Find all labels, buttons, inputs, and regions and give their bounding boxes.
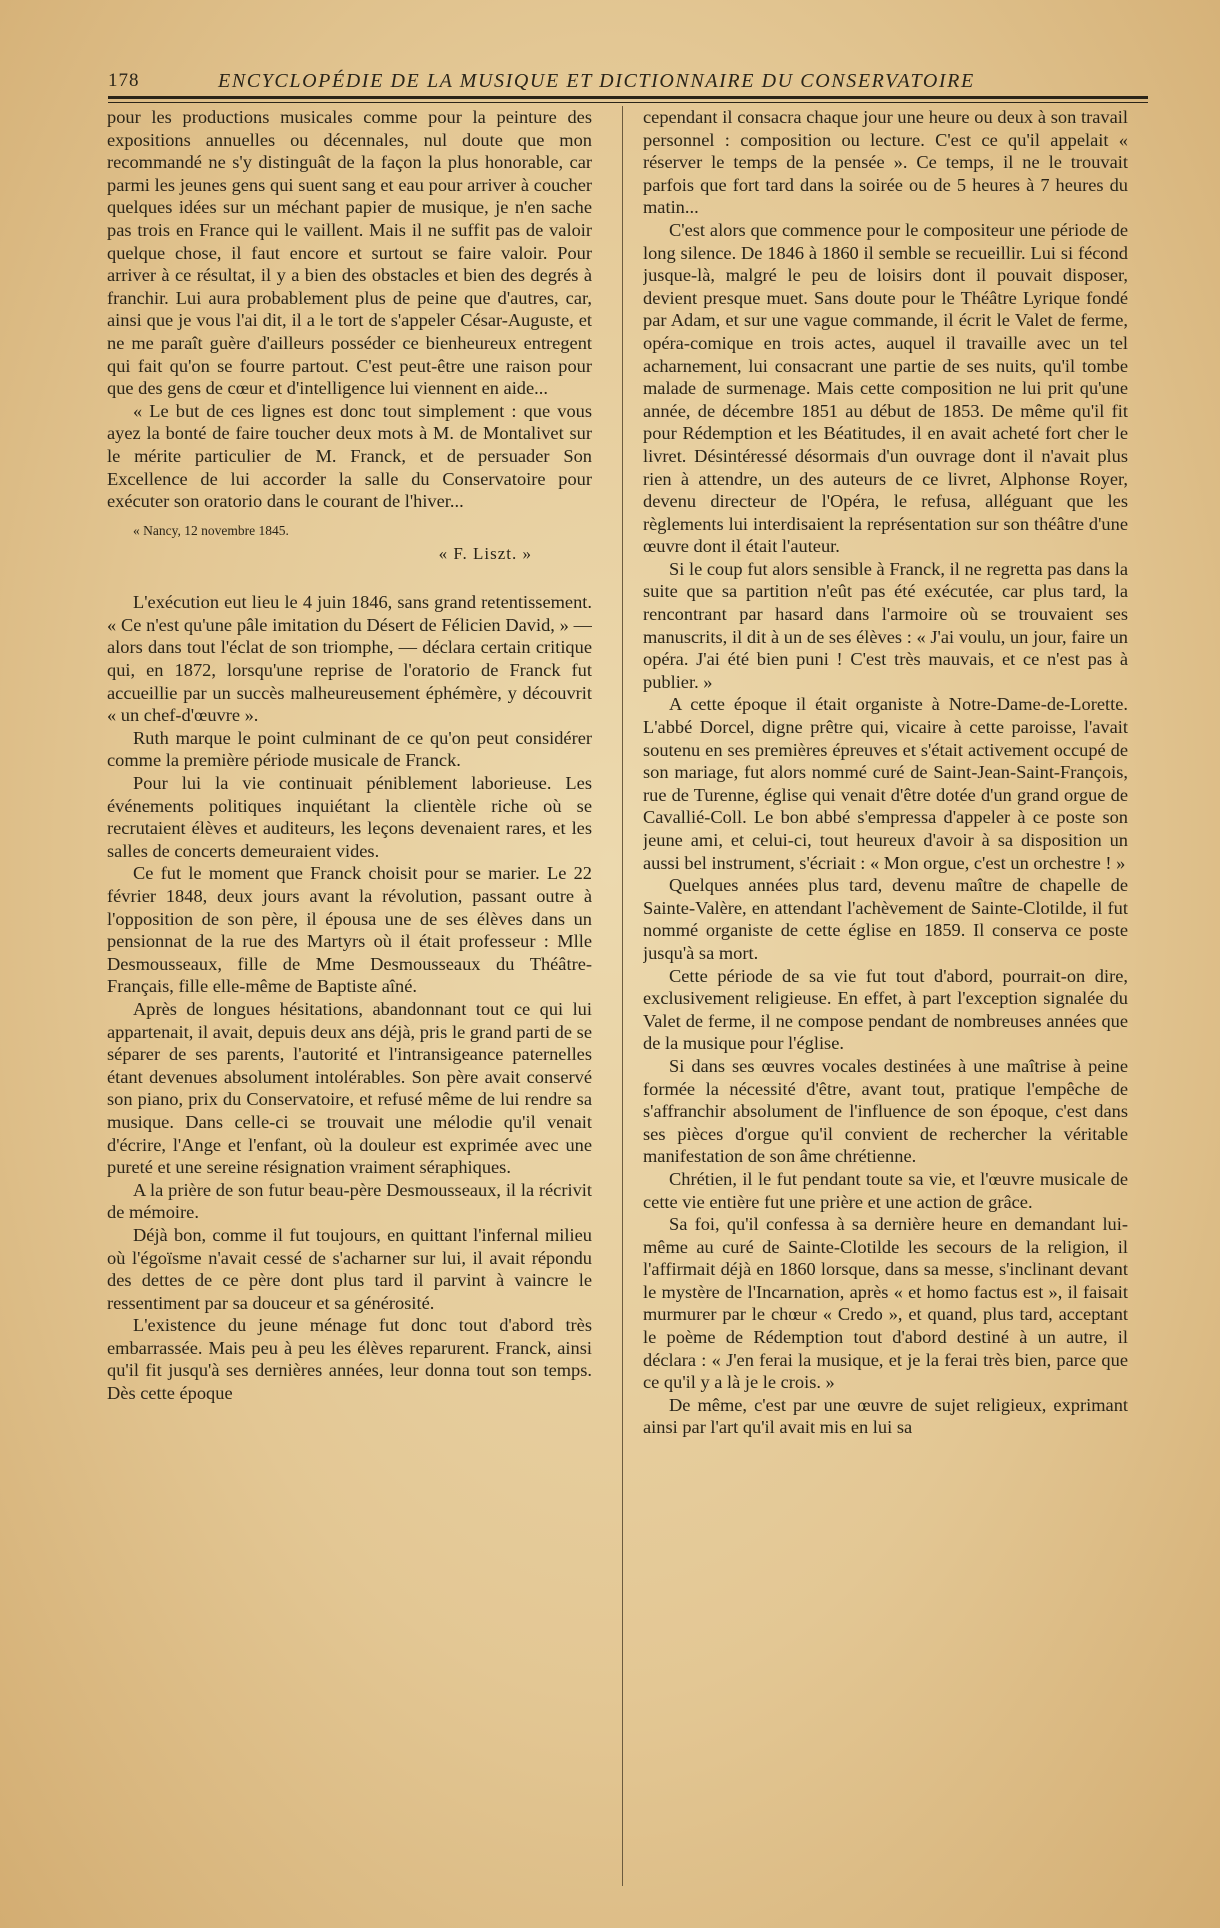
paragraph: L'exécution eut lieu le 4 juin 1846, sans grand retentissement. « Ce n'est qu'une pâle imitation du Désert de Félicien David, » — alors dans tout l'éclat de son triomphe, — déclara certain critique qui, en 1872, lorsqu'une reprise de l'oratorio de Franck fut accueillie par un succès malheureusement éphémère, y découvrit « un chef-d'œuvre ». [107,592,592,726]
paragraph: pour les productions musicales comme pour la peinture des expositions annuelles ou décennales, nul doute que mon recommandé ne s'y distinguât de la façon la plus honorable, car parmi les jeunes gens qui suent sang et eau pour arriver à coucher quelques idées sur un méchant papier de musique, je n'en sache pas trois en France qui le vaillent. Mais il ne suffit pas de valoir quelque chose, il faut encore et surtout se faire valoir. Pour arriver à ce résultat, il y a bien des obstacles et bien des degrés à franchir. Lui aura probablement plus de peine que d'autres, car, ainsi que je vous l'ai dit, il a le tort de s'appeler César-Auguste, et ne me paraît guère d'ailleurs posséder ce bienheureux entregent qui fait qu'on se fourre partout. C'est peut-être une raison pour que des gens de cœur et d'intelligence lui viennent en aide... [107,107,592,399]
page-number: 178 [108,70,140,91]
letter-signature: « F. Liszt. » [438,543,532,563]
letter-date: « Nancy, 12 novembre 1845. [133,522,289,538]
paragraph: Après de longues hésitations, abandonnant tout ce qui lui appartenait, il avait, depuis deux ans déjà, pris le grand parti de se séparer de ses parents, l'autorité et l'intransigeance paternelles étant devenues absolument intolérables. Son père avait conservé son piano, prix du Conservatoire, et refusé même de lui rendre sa musique. Dans celle-ci se trouvait une mélodie qu'il venait d'écrire, l'Ange et l'enfant, où la douleur est exprimée avec une pureté et une sereine résignation vraiment séraphiques. [107,998,592,1178]
column-divider [622,106,623,1886]
paragraph: Ruth marque le point culminant de ce qu'on peut considérer comme la première période musicale de Franck. [107,727,592,771]
paragraph: Sa foi, qu'il confessa à sa dernière heure en demandant lui-même au curé de Sainte-Clotilde les secours de la religion, il l'affirmait déjà en 1860 lorsque, dans sa messe, s'inclinant devant le mystère de l'Incarnation, après « et homo factus est », il faisait murmurer par le chœur « Credo », et quand, plus tard, acceptant le poème de Rédemption tout d'abord destiné à un autre, il déclara : « J'en ferai la musique, et je la ferai très bien, parce que ce qu'il y a là je le crois. » [643,1214,1128,1393]
paragraph: Déjà bon, comme il fut toujours, en quittant l'infernal milieu où l'égoïsme n'avait cessé de s'acharner sur lui, il avait répondu des dettes de ce père dont plus tard il parvint à vaincre le ressentiment par sa douceur et sa générosité. [107,1224,592,1313]
paragraph: L'existence du jeune ménage fut donc tout d'abord très embarrassée. Mais peu à peu les élèves reparurent. Franck, ainsi qu'il fit jusqu'à ses dernières années, leur donna tout son temps. Dès cette époque [107,1315,592,1404]
paragraph: Chrétien, il le fut pendant toute sa vie, et l'œuvre musicale de cette vie entière fut une prière et une action de grâce. [643,1168,1128,1212]
paragraph: De même, c'est par une œuvre de sujet religieux, exprimant ainsi par l'art qu'il avait mis en lui sa [643,1394,1128,1438]
right-column [643,106,1128,1906]
paragraph: Quelques années plus tard, devenu maître de chapelle de Sainte-Valère, en attendant l'achèvement de Sainte-Clotilde, il fut nommé organiste de cette église en 1859. Il conserva ce poste jusqu'à sa mort. [643,875,1128,963]
running-title: ENCYCLOPÉDIE DE LA MUSIQUE ET DICTIONNAIRE DU CONSERVATOIRE [218,70,975,92]
paragraph: « Le but de ces lignes est donc tout simplement : que vous ayez la bonté de faire toucher deux mots à M. de Montalivet sur le mérite particulier de M. Franck, et de persuader Son Excellence de lui accorder la salle du Conservatoire pour exécuter son oratorio dans le courant de l'hiver... [107,400,592,512]
paragraph: Si le coup fut alors sensible à Franck, il ne regretta pas dans la suite que sa partition n'eût pas été exécutée, car plus tard, la rencontrant par hasard dans l'armoire où se trouvaient ses manuscrits, il dit à un de ses élèves : « J'ai voulu, un jour, faire un opéra. J'ai été bien puni ! C'est très mauvais, et ce n'est pas à publier. » [643,558,1128,692]
header-rule-thin [108,102,1148,103]
running-head [108,70,1148,96]
header-rule [108,96,1148,99]
paragraph: Si dans ses œuvres vocales destinées à une maîtrise à peine formée la nécessité d'être, avant tout, pratique l'empêche de s'affranchir absolument de l'influence de son époque, c'est dans ses pièces d'orgue qu'il convient de rechercher la véritable manifestation de son âme chrétienne. [643,1055,1128,1167]
left-column [107,106,592,1906]
spacer [107,579,592,591]
paragraph: A cette époque il était organiste à Notre-Dame-de-Lorette. L'abbé Dorcel, digne prêtre qui, vicaire à cette paroisse, l'avait soutenu en ses premières épreuves et s'était activement occupé de son mariage, fut alors nommé curé de Saint-Jean-Saint-François, rue de Turenne, église qui venait d'être dotée d'un grand orgue de Cavallié-Coll. Le bon abbé s'empressa d'appeler à ce poste son jeune ami, et celui-ci, tout heureux d'avoir à sa disposition un aussi bel instrument, s'écriait : « Mon orgue, c'est un orchestre ! » [643,694,1128,873]
paragraph: A la prière de son futur beau-père Desmousseaux, il la récrivit de mémoire. [107,1179,592,1223]
paragraph: Ce fut le moment que Franck choisit pour se marier. Le 22 février 1848, deux jours avant la révolution, passant outre à l'opposition de son père, il épousa une de ses élèves dans un pensionnat de la rue des Martyrs où il était professeur : Mlle Desmousseaux, fille de Mme Desmousseaux du Théâtre-Français, fille elle-même de Baptiste aîné. [107,863,592,997]
paragraph: Cette période de sa vie fut tout d'abord, pourrait-on dire, exclusivement religieuse. En effet, à part l'exception signalée du Valet de ferme, il ne compose pendant de nombreuses années que de la musique pour l'église. [643,965,1128,1054]
paragraph: cependant il consacra chaque jour une heure ou deux à son travail personnel : composition ou lecture. C'est ce qu'il appelait « réserver le temps de la pensée ». Ce temps, il ne le trouvait parfois que fort tard dans la soirée ou de 5 heures à 7 heures du matin... [643,107,1128,218]
paragraph: C'est alors que commence pour le compositeur une période de long silence. De 1846 à 1860 il semble se recueillir. Lui si fécond jusque-là, malgré le peu de loisirs dont il pouvait disposer, devient presque muet. Sans doute pour le Théâtre Lyrique fondé par Adam, et sur une vague commande, il écrit le Valet de ferme, opéra-comique en trois actes, auquel il travaille avec un tel acharnement, lui consacrant une partie de ses nuits, qu'il tombe malade de surmenage. Mais cette composition ne lui prit qu'une année, de décembre 1851 au début de 1853. De même qu'il fit pour Rédemption et les Béatitudes, il en avait acheté fort cher le livret. Désintéressé désormais d'un ouvrage dont il n'avait plus rien à attendre, un des auteurs de ce livret, Alphonse Royer, devenu directeur de l'Opéra, le refusa, alléguant que les règlements lui interdisaient la représentation sur son théâtre d'une œuvre dont il était l'auteur. [643,219,1128,557]
paragraph: Pour lui la vie continuait péniblement laborieuse. Les événements politiques inquiétant la clientèle riche où se recrutaient élèves et auditeurs, les leçons devenaient rares, et les salles de concerts demeuraient vides. [107,773,592,861]
